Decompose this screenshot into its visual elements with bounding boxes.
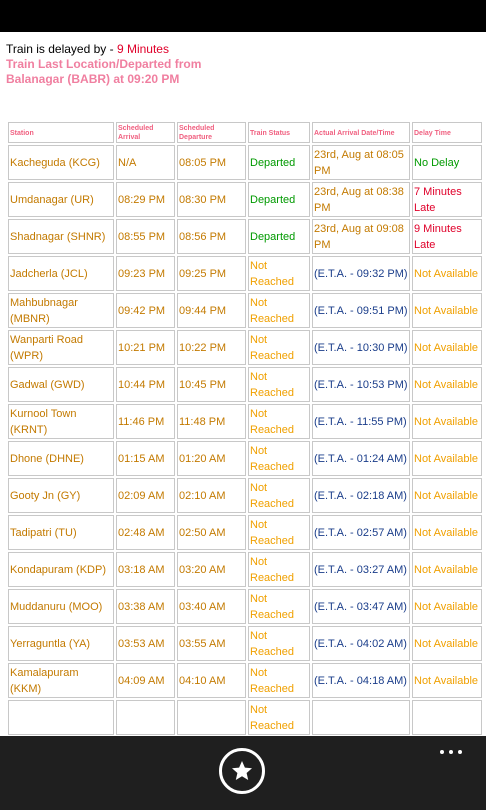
delay-time-cell: Not Available xyxy=(412,441,482,476)
scheduled-arrival-cell: 01:15 AM xyxy=(116,441,175,476)
actual-arrival-cell: 23rd, Aug at 09:08 PM xyxy=(312,219,410,254)
scheduled-departure-cell: 02:50 AM xyxy=(177,515,246,550)
train-status-header xyxy=(6,42,480,87)
delay-time-cell: Not Available xyxy=(412,515,482,550)
table-row xyxy=(8,219,482,254)
table-row xyxy=(8,182,482,217)
delay-time-cell: Not Available xyxy=(412,293,482,328)
actual-arrival-cell: (E.T.A. - 10:53 PM) xyxy=(312,367,410,402)
train-status-cell: Departed xyxy=(248,145,310,180)
station-cell: Muddanuru (MOO) xyxy=(8,589,114,624)
table-row xyxy=(8,663,482,698)
table-row xyxy=(8,589,482,624)
station-cell: Yerraguntla (YA) xyxy=(8,626,114,661)
station-cell: Mahbubnagar (MBNR) xyxy=(8,293,114,328)
scheduled-departure-cell: 09:44 PM xyxy=(177,293,246,328)
scheduled-arrival-cell: 08:29 PM xyxy=(116,182,175,217)
delay-time-cell: Not Available xyxy=(412,663,482,698)
actual-arrival-cell: (E.T.A. - 09:51 PM) xyxy=(312,293,410,328)
star-icon xyxy=(230,759,254,783)
station-cell: Umdanagar (UR) xyxy=(8,182,114,217)
actual-arrival-cell: (E.T.A. - 03:47 AM) xyxy=(312,589,410,624)
scheduled-arrival-cell: 03:38 AM xyxy=(116,589,175,624)
table-row xyxy=(8,441,482,476)
header-train-status: Train Status xyxy=(248,122,310,143)
delay-time-cell: Not Available xyxy=(412,626,482,661)
scheduled-arrival-cell: 03:53 AM xyxy=(116,626,175,661)
actual-arrival-cell: (E.T.A. - 10:30 PM) xyxy=(312,330,410,365)
delay-time-cell xyxy=(412,700,482,735)
station-cell: Kamalapuram (KKM) xyxy=(8,663,114,698)
table-row xyxy=(8,515,482,550)
delay-value: 9 Minutes xyxy=(116,42,169,56)
station-cell: Kurnool Town (KRNT) xyxy=(8,404,114,439)
station-cell: Gadwal (GWD) xyxy=(8,367,114,402)
ellipsis-icon xyxy=(440,750,444,754)
scheduled-arrival-cell xyxy=(116,700,175,735)
station-cell: Gooty Jn (GY) xyxy=(8,478,114,513)
scheduled-departure-cell: 08:56 PM xyxy=(177,219,246,254)
scheduled-arrival-cell: 09:23 PM xyxy=(116,256,175,291)
ellipsis-dot xyxy=(458,750,462,754)
scheduled-arrival-cell: 02:09 AM xyxy=(116,478,175,513)
table-row xyxy=(8,552,482,587)
actual-arrival-cell: (E.T.A. - 01:24 AM) xyxy=(312,441,410,476)
actual-arrival-cell: (E.T.A. - 02:18 AM) xyxy=(312,478,410,513)
actual-arrival-cell: (E.T.A. - 03:27 AM) xyxy=(312,552,410,587)
scheduled-arrival-cell: 04:09 AM xyxy=(116,663,175,698)
actual-arrival-cell: (E.T.A. - 11:55 PM) xyxy=(312,404,410,439)
delay-time-cell: Not Available xyxy=(412,552,482,587)
system-status-bar xyxy=(0,0,486,32)
table-row xyxy=(8,700,482,735)
train-status-cell: Departed xyxy=(248,182,310,217)
scheduled-departure-cell: 03:20 AM xyxy=(177,552,246,587)
train-status-cell: Not Reached xyxy=(248,404,310,439)
train-status-cell: Not Reached xyxy=(248,589,310,624)
table-row xyxy=(8,330,482,365)
table-row xyxy=(8,256,482,291)
scheduled-arrival-cell: 03:18 AM xyxy=(116,552,175,587)
station-cell xyxy=(8,700,114,735)
scheduled-arrival-cell: 10:44 PM xyxy=(116,367,175,402)
train-status-cell: Not Reached xyxy=(248,367,310,402)
scheduled-departure-cell xyxy=(177,700,246,735)
table-row xyxy=(8,478,482,513)
train-status-cell: Not Reached xyxy=(248,478,310,513)
station-cell: Kondapuram (KDP) xyxy=(8,552,114,587)
scheduled-arrival-cell: 08:55 PM xyxy=(116,219,175,254)
scheduled-departure-cell: 03:40 AM xyxy=(177,589,246,624)
scheduled-departure-cell: 03:55 AM xyxy=(177,626,246,661)
station-cell: Wanparti Road (WPR) xyxy=(8,330,114,365)
delay-time-cell: Not Available xyxy=(412,256,482,291)
station-cell: Jadcherla (JCL) xyxy=(8,256,114,291)
actual-arrival-cell: (E.T.A. - 09:32 PM) xyxy=(312,256,410,291)
actual-arrival-cell: 23rd, Aug at 08:38 PM xyxy=(312,182,410,217)
header-scheduled-arrival: Scheduled Arrival xyxy=(116,122,175,143)
train-status-cell: Not Reached xyxy=(248,441,310,476)
scheduled-arrival-cell: 11:46 PM xyxy=(116,404,175,439)
table-header-row xyxy=(8,122,482,143)
delay-time-cell: Not Available xyxy=(412,330,482,365)
more-options-button[interactable] xyxy=(440,750,462,754)
table-row xyxy=(8,404,482,439)
station-cell: Shadnagar (SHNR) xyxy=(8,219,114,254)
actual-arrival-cell xyxy=(312,700,410,735)
schedule-table-container[interactable] xyxy=(6,120,480,732)
station-cell: Tadipatri (TU) xyxy=(8,515,114,550)
delay-prefix: Train is delayed by - xyxy=(6,42,117,56)
delay-time-cell: 7 Minutes Late xyxy=(412,182,482,217)
schedule-table xyxy=(6,120,484,737)
table-row xyxy=(8,626,482,661)
train-status-cell: Not Reached xyxy=(248,626,310,661)
table-row xyxy=(8,367,482,402)
delay-time-cell: 9 Minutes Late xyxy=(412,219,482,254)
actual-arrival-cell: 23rd, Aug at 08:05 PM xyxy=(312,145,410,180)
train-status-cell: Not Reached xyxy=(248,256,310,291)
train-status-cell: Not Reached xyxy=(248,330,310,365)
scheduled-departure-cell: 11:48 PM xyxy=(177,404,246,439)
app-bar xyxy=(0,736,486,810)
table-row xyxy=(8,293,482,328)
delay-time-cell: Not Available xyxy=(412,478,482,513)
last-location xyxy=(6,57,206,87)
scheduled-departure-cell: 08:30 PM xyxy=(177,182,246,217)
table-row xyxy=(8,145,482,180)
last-location-line2: Balanagar (BABR) at 09:20 PM xyxy=(6,72,180,86)
scheduled-departure-cell: 02:10 AM xyxy=(177,478,246,513)
scheduled-arrival-cell: 09:42 PM xyxy=(116,293,175,328)
favorite-button[interactable] xyxy=(219,748,265,794)
train-status-cell: Departed xyxy=(248,219,310,254)
scheduled-departure-cell: 09:25 PM xyxy=(177,256,246,291)
actual-arrival-cell: (E.T.A. - 04:02 AM) xyxy=(312,626,410,661)
station-cell: Dhone (DHNE) xyxy=(8,441,114,476)
header-station: Station xyxy=(8,122,114,143)
last-location-line1: Train Last Location/Departed from xyxy=(6,57,202,71)
station-cell: Kacheguda (KCG) xyxy=(8,145,114,180)
scheduled-arrival-cell: N/A xyxy=(116,145,175,180)
scheduled-departure-cell: 01:20 AM xyxy=(177,441,246,476)
train-status-cell: Not Reached xyxy=(248,293,310,328)
ellipsis-dot xyxy=(449,750,453,754)
train-status-cell: Not Reached xyxy=(248,700,310,735)
delay-time-cell: Not Available xyxy=(412,367,482,402)
scheduled-arrival-cell: 10:21 PM xyxy=(116,330,175,365)
train-status-cell: Not Reached xyxy=(248,515,310,550)
scheduled-departure-cell: 04:10 AM xyxy=(177,663,246,698)
train-status-cell: Not Reached xyxy=(248,552,310,587)
actual-arrival-cell: (E.T.A. - 02:57 AM) xyxy=(312,515,410,550)
train-status-cell: Not Reached xyxy=(248,663,310,698)
header-scheduled-departure: Scheduled Departure xyxy=(177,122,246,143)
scheduled-departure-cell: 10:45 PM xyxy=(177,367,246,402)
delay-summary xyxy=(6,42,480,57)
scheduled-departure-cell: 10:22 PM xyxy=(177,330,246,365)
delay-time-cell: Not Available xyxy=(412,404,482,439)
delay-time-cell: Not Available xyxy=(412,589,482,624)
header-actual-arrival: Actual Arrival Date/Time xyxy=(312,122,410,143)
scheduled-arrival-cell: 02:48 AM xyxy=(116,515,175,550)
delay-time-cell: No Delay xyxy=(412,145,482,180)
actual-arrival-cell: (E.T.A. - 04:18 AM) xyxy=(312,663,410,698)
header-delay-time: Delay Time xyxy=(412,122,482,143)
scheduled-departure-cell: 08:05 PM xyxy=(177,145,246,180)
